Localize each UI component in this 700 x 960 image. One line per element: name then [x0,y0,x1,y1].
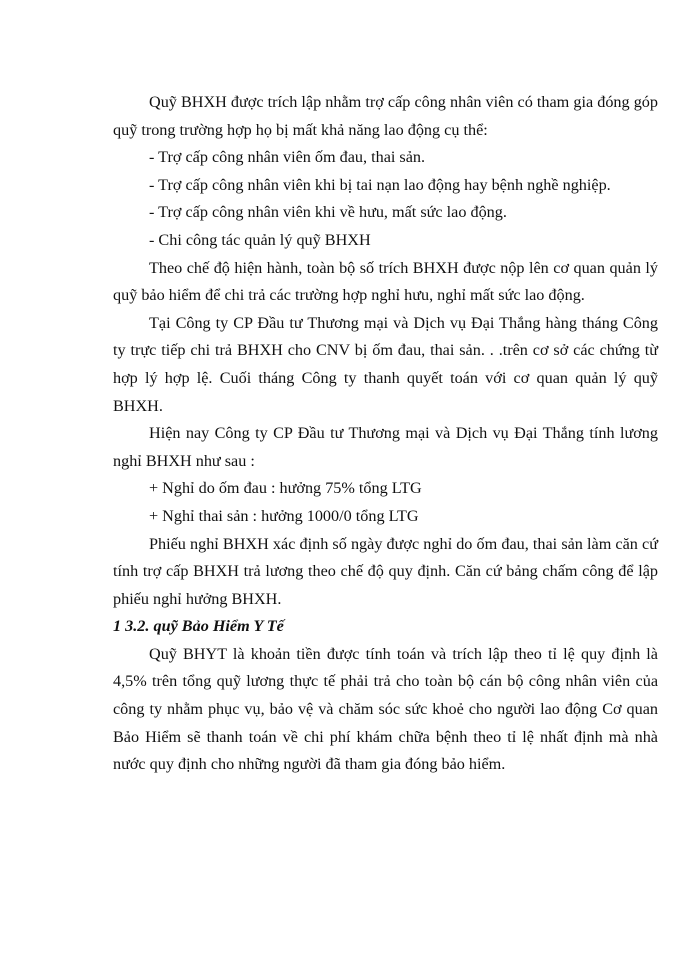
paragraph-company-payment: Tại Công ty CP Đầu tư Thương mại và Dịch vụ Đại Thắng hàng tháng Công ty trực tiếp chi trả BHXH cho CNV bị ốm đau, thai sản. . .trên cơ sở các chứng từ hợp lý hợp lệ. Cuối tháng Công ty thanh quyết toán với cơ quan quản lý quỹ BHXH. [113,313,658,415]
paragraph-current-regime: Theo chế độ hiện hành, toàn bộ số trích BHXH được nộp lên cơ quan quản lý quỹ bảo hiểm để chi trả các trường hợp nghỉ hưu, nghỉ mất sức lao động. [113,258,658,305]
formula-sick-leave: + Nghỉ do ốm đau : hưởng 75% tổng LTG [149,479,422,498]
list-item-retirement: - Trợ cấp công nhân viên khi về hưu, mất sức lao động. [149,203,507,222]
list-item-management: - Chi công tác quản lý quỹ BHXH [149,230,371,249]
list-item-accident: - Trợ cấp công nhân viên khi bị tai nạn lao động hay bệnh nghề nghiệp. [149,175,611,194]
paragraph-leave-slip: Phiếu nghỉ BHXH xác định số ngày được nghỉ do ốm đau, thai sản làm căn cứ tính trợ cấp BHXH trả lương theo chế độ quy định. Căn cứ bảng chấm công để lập phiếu nghỉ hưởng BHXH. [113,534,658,608]
paragraph-calculation: Hiện nay Công ty CP Đầu tư Thương mại và Dịch vụ Đại Thắng tính lương nghỉ BHXH như sau : [113,424,658,470]
section-heading-bhyt: 1 3.2. quỹ Bảo Hiểm Y Tế [113,617,284,636]
document-body [113,89,658,779]
paragraph-bhxh-intro: Quỹ BHXH được trích lập nhằm trợ cấp công nhân viên có tham gia đóng góp quỹ trong trường hợp họ bị mất khả năng lao động cụ thể: [113,93,658,139]
formula-maternity-leave: + Nghỉ thai sản : hưởng 1000/0 tổng LTG [149,506,419,525]
list-item-sick-maternity: - Trợ cấp công nhân viên ốm đau, thai sản. [149,148,426,167]
paragraph-bhyt: Quỹ BHYT là khoản tiền được tính toán và trích lập theo tỉ lệ quy định là 4,5% trên tổng quỹ lương thực tế phải trả cho toàn bộ cán bộ công nhân viên của công ty nhằm phục vụ, bảo vệ và chăm sóc sức khoẻ cho người lao động Cơ quan Bảo Hiểm sẽ thanh toán về chi phí khám chữa bệnh theo tỉ lệ nhất định mà nhà nước quy định cho những người đã tham gia đóng bảo hiểm. [113,644,658,774]
